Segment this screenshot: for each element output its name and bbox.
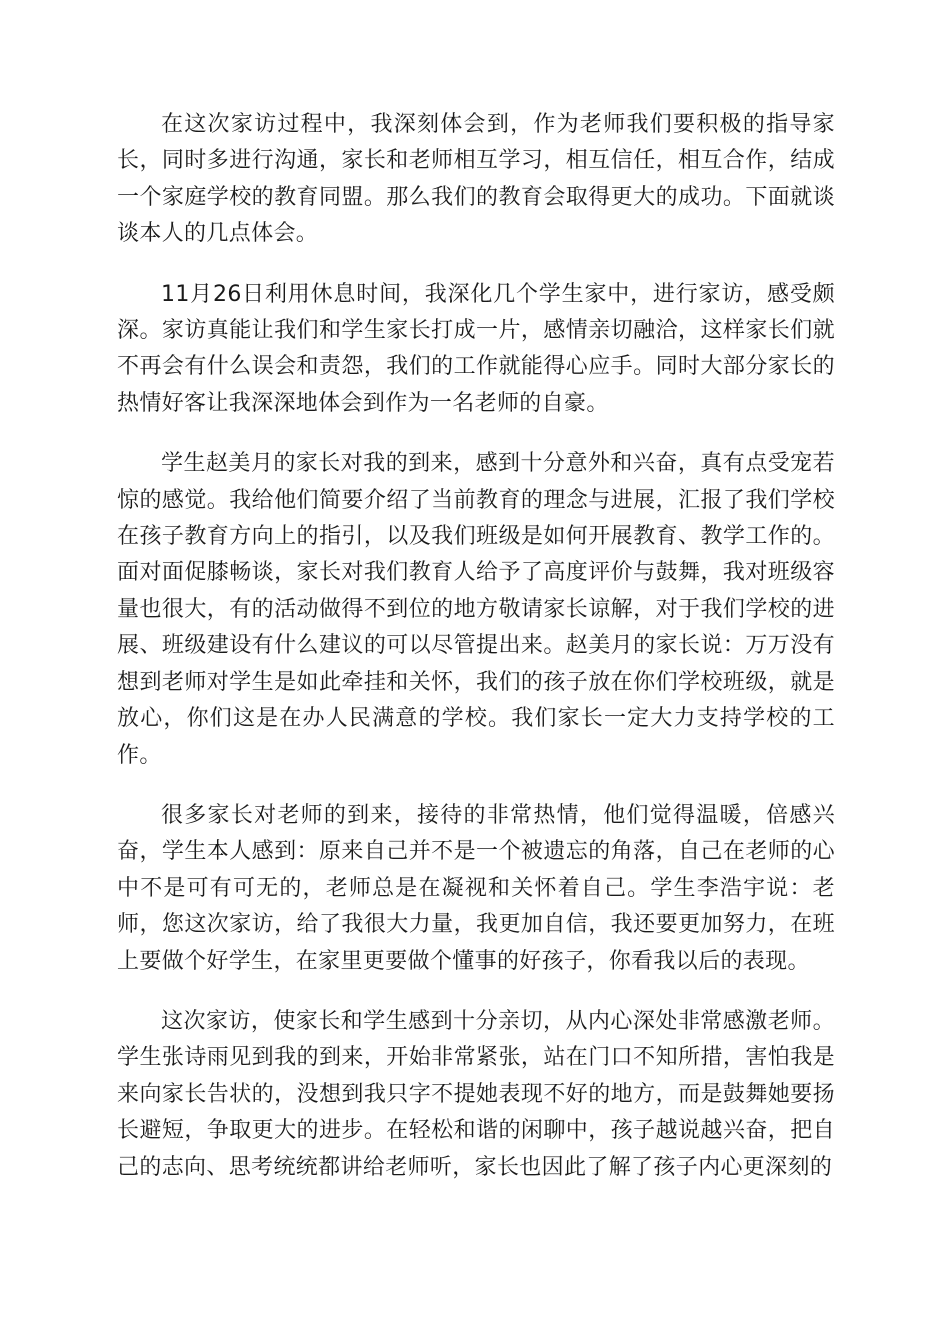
document-body	[117, 107, 835, 1210]
paragraph-1: 在这次家访过程中，我深刻体会到，作为老师我们要积极的指导家长，同时多进行沟通，家长和老师相互学习，相互信任，相互合作，结成一个家庭学校的教育同盟。那么我们的教育会取得更大的成功。下面就谈谈本人的几点体会。	[117, 112, 835, 247]
paragraph-5: 这次家访，使家长和学生感到十分亲切，从内心深处非常感激老师。学生张诗雨见到我的到来，开始非常紧张，站在门口不知所措，害怕我是来向家长告状的，没想到我只字不提她表现不好的地方，而是鼓舞她要扬长避短，争取更大的进步。在轻松和谐的闲聊中，孩子越说越兴奋，把自己的志向、思考统统都讲给老师听，家长也因此了解了孩子内心更深刻的	[117, 1008, 835, 1180]
paragraph-3: 学生赵美月的家长对我的到来，感到十分意外和兴奋，真有点受宠若惊的感觉。我给他们简要介绍了当前教育的理念与进展，汇报了我们学校在孩子教育方向上的指引，以及我们班级是如何开展教育、教学工作的。面对面促膝畅谈，家长对我们教育人给予了高度评价与鼓舞，我对班级容量也很大，有的活动做得不到位的地方敬请家长谅解，对于我们学校的进展、班级建设有什么建议的可以尽管提出来。赵美月的家长说：万万没有想到老师对学生是如此牵挂和关怀，我们的孩子放在你们学校班级，就是放心，你们这是在办人民满意的学校。我们家长一定大力支持学校的工作。	[117, 451, 835, 768]
paragraph-2: 11月26日利用休息时间，我深化几个学生家中，进行家访，感受颇深。家访真能让我们和学生家长打成一片，感情亲切融洽，这样家长们就不再会有什么误会和责怨，我们的工作就能得心应手。同时大部分家长的热情好客让我深深地体会到作为一名老师的自豪。	[117, 281, 835, 416]
paragraph-4: 很多家长对老师的到来，接待的非常热情，他们觉得温暖，倍感兴奋，学生本人感到：原来自己并不是一个被遗忘的角落，自己在老师的心中不是可有可无的，老师总是在凝视和关怀着自己。学生李浩宇说：老师，您这次家访，给了我很大力量，我更加自信，我还要更加努力，在班上要做个好学生，在家里更要做个懂事的好孩子，你看我以后的表现。	[117, 802, 835, 974]
